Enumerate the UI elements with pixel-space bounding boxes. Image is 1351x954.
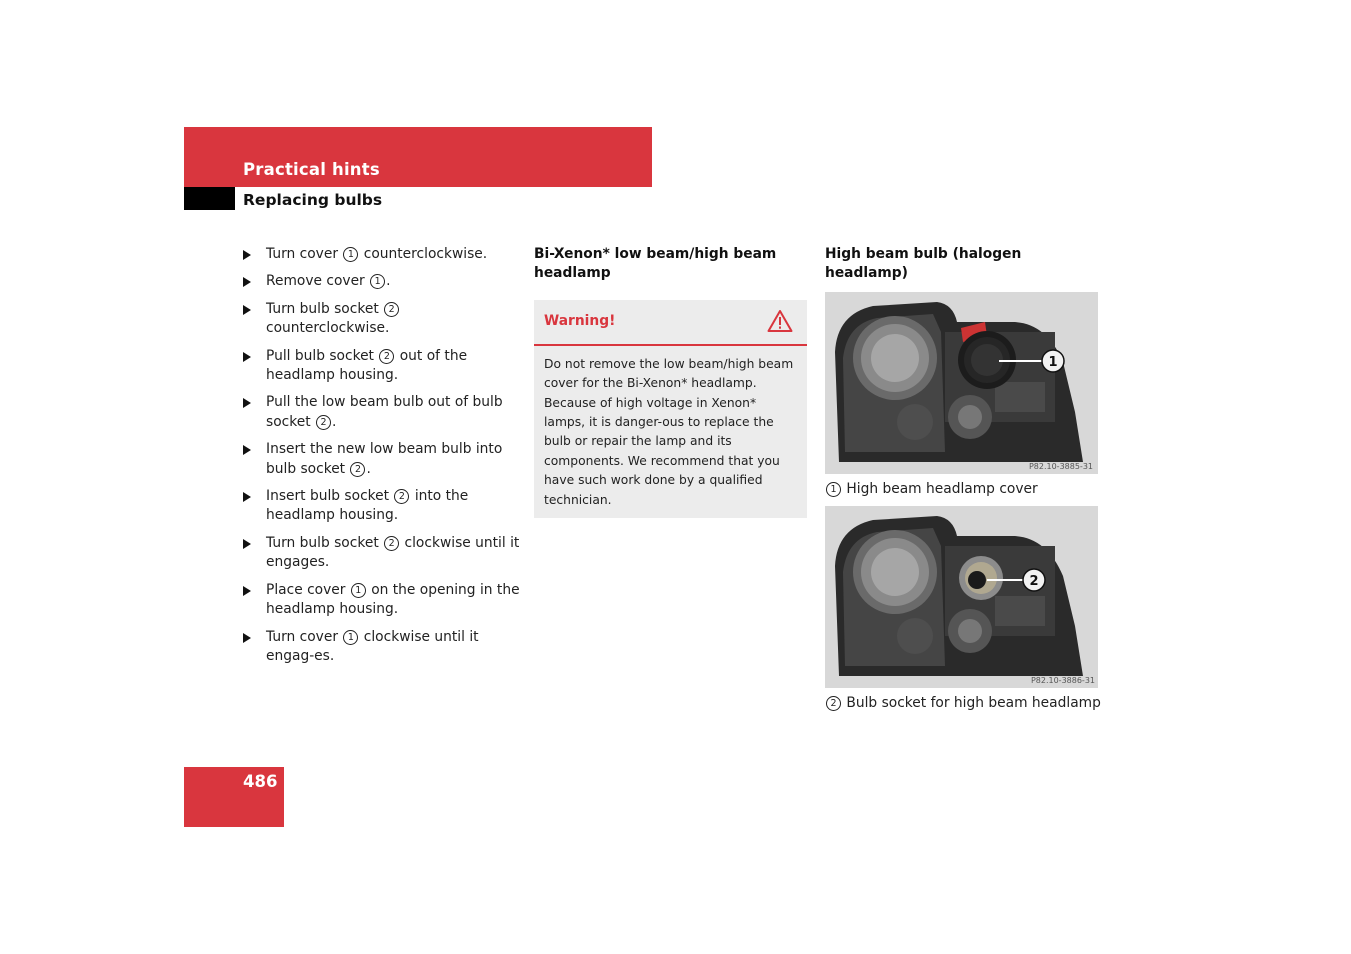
bullet-arrow-icon	[243, 305, 251, 315]
figure-caption: 1 High beam headlamp cover	[825, 480, 1105, 499]
list-item: Turn bulb socket 2 counterclockwise.	[243, 300, 523, 339]
list-item: Place cover 1 on the opening in the headlamp housing.	[243, 581, 523, 620]
ref-number: 2	[826, 696, 841, 711]
photo-callout: 2	[1029, 574, 1039, 590]
page-number: 486	[243, 772, 278, 791]
bullet-arrow-icon	[243, 398, 251, 408]
bullet-arrow-icon	[243, 445, 251, 455]
list-item: Insert bulb socket 2 into the headlamp housing.	[243, 487, 523, 526]
ref-number: 2	[384, 302, 399, 317]
bullet-arrow-icon	[243, 250, 251, 260]
bullet-arrow-icon	[243, 352, 251, 362]
ref-number: 1	[351, 583, 366, 598]
halogen-heading: High beam bulb (halogen headlamp)	[825, 246, 1022, 282]
warning-box	[534, 300, 807, 518]
ref-number: 2	[316, 415, 331, 430]
warning-header	[534, 300, 807, 346]
section-marker	[184, 187, 235, 210]
list-item: Insert the new low beam bulb into bulb socket 2 .	[243, 440, 523, 479]
warning-label: Warning!	[544, 312, 616, 329]
warning-triangle-icon	[767, 309, 793, 337]
figure-caption: 2 Bulb socket for high beam headlamp	[825, 694, 1105, 713]
warning-text: Do not remove the low beam/high beam cover for the Bi-Xenon* headlamp. Because of high voltage in Xenon* lamps, it is danger-ous to replace the bulb or repair the lamp and its components. We recommend that you have such work done by a qualified technician.	[544, 356, 794, 507]
ref-number: 2	[350, 462, 365, 477]
list-item: Turn cover 1 counterclockwise.	[243, 245, 523, 264]
ref-number: 1	[343, 630, 358, 645]
bullet-arrow-icon	[243, 539, 251, 549]
list-item: Pull bulb socket 2 out of the headlamp housing.	[243, 347, 523, 386]
bullet-arrow-icon	[243, 586, 251, 596]
photo-code: P82.10-3885-31	[1028, 461, 1093, 471]
list-item: Turn bulb socket 2 clockwise until it engages.	[243, 534, 523, 573]
ref-number: 1	[343, 247, 358, 262]
ref-number: 1	[826, 482, 841, 497]
subsection-title: Replacing bulbs	[243, 191, 383, 209]
list-item: Remove cover 1 .	[243, 272, 523, 291]
bullet-arrow-icon	[243, 633, 251, 643]
headlamp-photo-cover	[825, 292, 1098, 474]
photo-code: P82.10-3886-31	[1030, 676, 1095, 686]
steps-list	[243, 245, 523, 674]
headlamp-photo-socket	[825, 506, 1098, 688]
bullet-arrow-icon	[243, 277, 251, 287]
ref-number: 2	[394, 489, 409, 504]
ref-number: 1	[370, 274, 385, 289]
ref-number: 2	[384, 536, 399, 551]
bixenon-heading: Bi-Xenon* low beam/high beam headlamp	[534, 246, 777, 282]
list-item: Turn cover 1 clockwise until it engag-es.	[243, 628, 523, 667]
halogen-section	[825, 245, 1105, 721]
section-title: Practical hints	[243, 160, 380, 179]
bixenon-section	[534, 245, 807, 518]
photo-callout: 1	[1048, 354, 1058, 370]
bullet-arrow-icon	[243, 492, 251, 502]
ref-number: 2	[379, 349, 394, 364]
list-item: Pull the low beam bulb out of bulb socket 2 .	[243, 393, 523, 432]
